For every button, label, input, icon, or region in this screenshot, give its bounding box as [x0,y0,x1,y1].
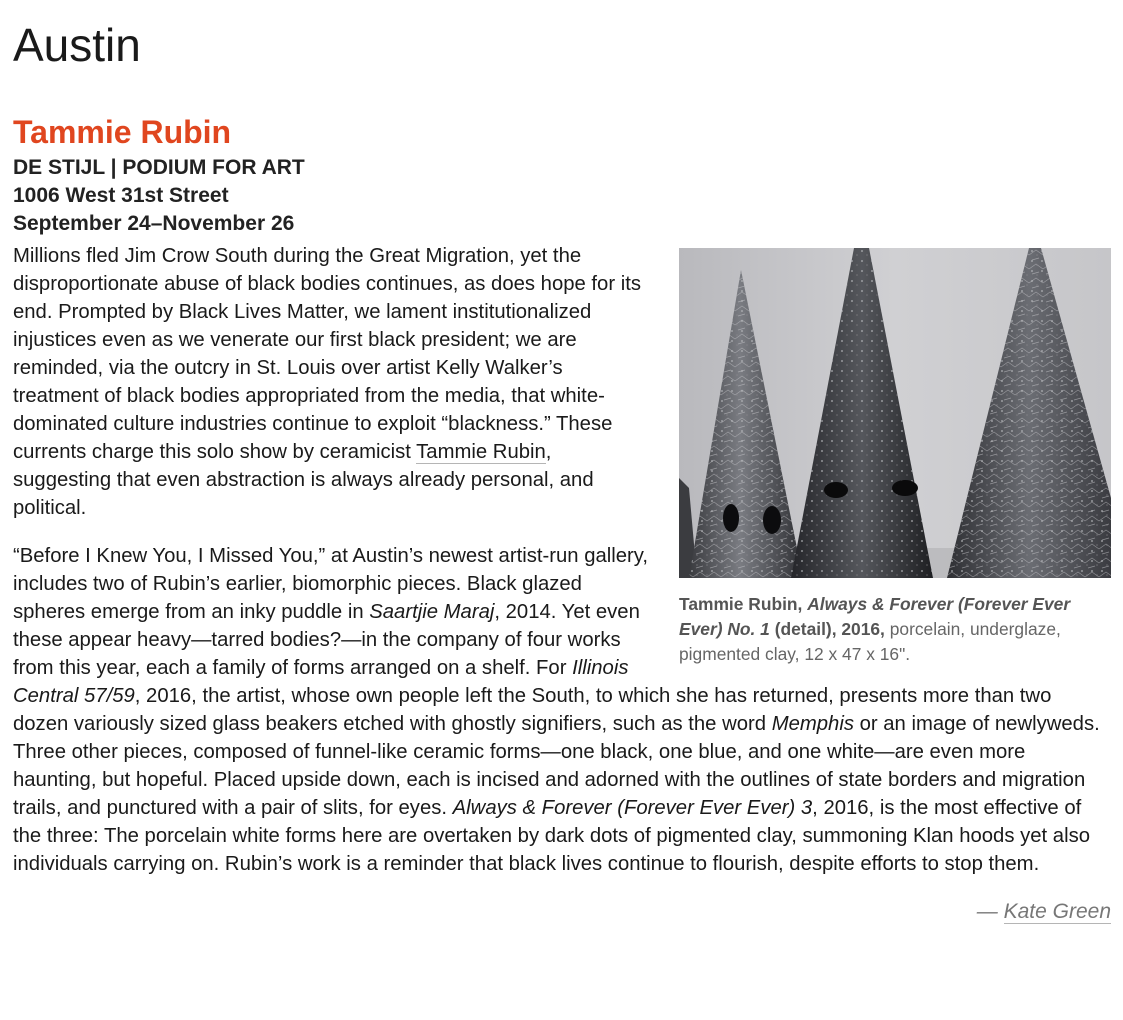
caption-detail: (detail), 2016, [769,619,885,639]
artwork-caption [679,592,1111,667]
work-title: Saartjie Maraj [369,601,495,623]
paragraph-text: Millions fled Jim Crow South during the Great Migration, yet the disproportionate abuse of black bodies continues, as does hope for its end. Prompted by Black Lives Matter, we lament institutionalized injustices even as we venerate our first black president; we are reminded, via the outcry in St. Louis over artist Kelly Walker’s treatment of black bodies appropriated from the media, that white-dominated culture industries continue to exploit “blackness.” These currents charge this solo show by ceramicist [13,245,641,463]
review-page [13,0,1111,926]
exhibition-meta [13,154,1111,238]
byline [13,898,1111,926]
paragraph-text: , 2016, is the most effective of the three: The porcelain white forms here are overtaken by dark dots of pigmented clay, summoning Klan hoods yet also individuals carrying on. Rubin’s work is a reminder that black lives continue to flourish, despite efforts to stop them. [13,797,1090,875]
artist-name: Tammie Rubin [13,114,232,150]
exhibition-dates: September 24–November 26 [13,212,295,235]
venue-name: DE STIJL | PODIUM FOR ART [13,156,305,179]
paragraph-text: , 2016, the artist, whose own people left the South, to which she has returned, presents more than two dozen variously sized glass beakers etched with ghostly signifiers, such as the word [13,685,1052,735]
caption-materials: porcelain, underglaze, pigmented clay, 12 x 47 x 16". [679,619,1061,664]
author-link[interactable]: Kate Green [1003,900,1111,923]
paragraph-text: , suggesting that even abstraction is always already personal, and political. [13,441,594,519]
artwork-figure [679,248,1111,667]
caption-title: Always & Forever (Forever Ever Ever) No. 1 [679,594,1071,639]
paragraph-text: , 2014. Yet even these appear heavy—tarred bodies?—in the company of four works from this year, each a family of forms arranged on a shelf. For [13,601,640,679]
review-body [13,242,1111,926]
paragraph-text: “Before I Knew You, I Missed You,” at Austin’s newest artist-run gallery, includes two of Rubin’s earlier, biomorphic pieces. Black glazed spheres emerge from an inky puddle in [13,545,649,623]
work-title: Memphis [771,713,854,735]
artist-link[interactable]: Tammie Rubin [416,441,546,463]
byline-dash: — [976,900,1004,923]
paragraph-text: or an image of newlyweds. Three other pieces, composed of funnel-like ceramic forms—one black, one blue, and one white—are even more haunting, but hopeful. Placed upside down, each is incised and adorned with the outlines of state borders and migration trails, and punctured with a pair of slits, for eyes. [13,713,1100,819]
work-title: Always & Forever (Forever Ever Ever) 3 [452,797,813,819]
work-title: Illinois Central 57/59 [13,657,629,707]
city-heading: Austin [13,19,141,71]
caption-artist: Tammie Rubin, [679,594,808,614]
venue-address: 1006 West 31st Street [13,184,229,207]
artwork-image[interactable] [679,248,1111,578]
